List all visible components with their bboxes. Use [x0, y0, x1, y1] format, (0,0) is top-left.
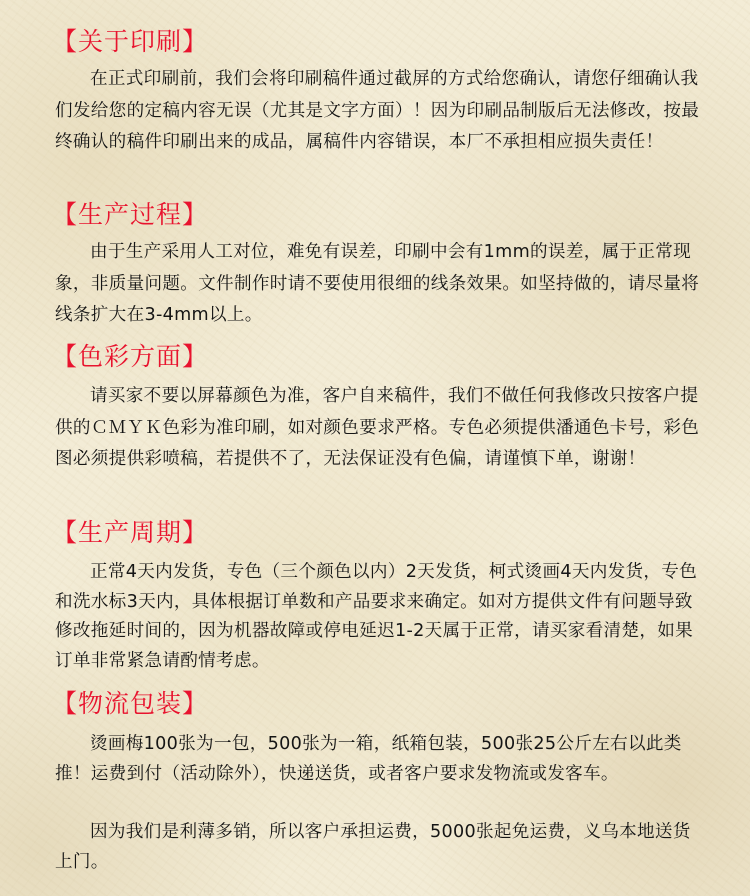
section-text-color: 请买家不要以屏幕颜色为准，客户自来稿件，我们不做任何我修改只按客户提供的ＣＭＹＫ色彩为准印刷，如对颜色要求严格。专色必须提供潘通色卡号，彩色图必须提供彩喷稿，若提供不了，无法保证没有色偏，请谨慎下单，谢谢！: [55, 386, 700, 469]
section-heading-printing: 【关于印刷】: [52, 27, 209, 56]
section-text-logistics-2: 因为我们是利薄多销，所以客户承担运费，5000张起免运费，义乌本地送货上门。: [55, 822, 691, 872]
section-text-printing: 在正式印刷前，我们会将印刷稿件通过截屏的方式给您确认，请您仔细确认我们发给您的定稿内容无误（尤其是文字方面）！因为印刷品制版后无法修改，按最终确认的稿件印刷出来的成品，属稿件内容错误，本厂不承担相应损失责任！: [55, 69, 700, 152]
section-text-logistics-1: 烫画梅100张为一包，500张为一箱，纸箱包装，500张25公斤左右以此类推！运费到付（活动除外），快递送货，或者客户要求发物流或发客车。: [55, 734, 682, 784]
section-text-production-cycle: 正常4天内发货，专色（三个颜色以内）2天发货，柯式烫画4天内发货，专色和洗水标3天内，具体根据订单数和产品要求来确定。如对方提供文件有问题导致修改拖延时间的，因为机器故障或停电延迟1-2天属于正常，请买家看清楚，如果订单非常紧急请酌情考虑。: [55, 562, 698, 671]
section-text-production-process: 由于生产采用人工对位，难免有误差，印刷中会有1mm的误差，属于正常现象，非质量问题。文件制作时请不要使用很细的线条效果。如坚持做的，请尽量将线条扩大在3-4mm以上。: [55, 242, 700, 325]
section-heading-color: 【色彩方面】: [52, 342, 209, 371]
section-heading-production-cycle: 【生产周期】: [52, 518, 209, 547]
section-heading-logistics: 【物流包装】: [52, 689, 209, 718]
section-heading-production-process: 【生产过程】: [52, 200, 209, 229]
